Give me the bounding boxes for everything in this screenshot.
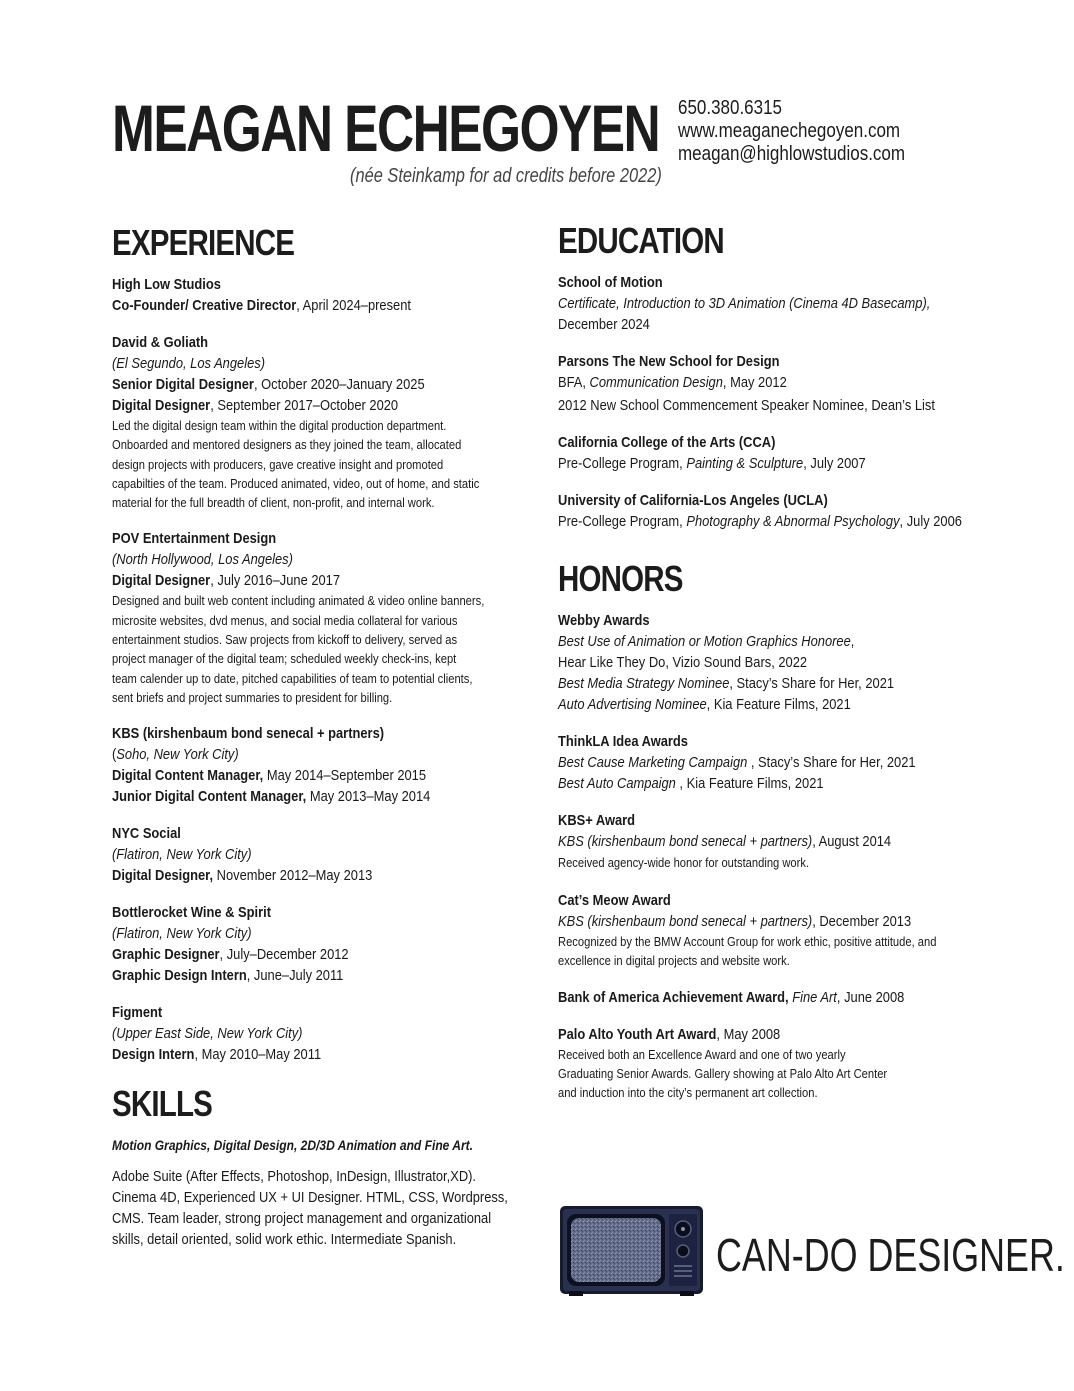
job-description-line: team calender up to date, pitched capabilities of team to potential clients, (112, 670, 473, 686)
honor-palo-alto (558, 1024, 978, 1103)
job-description-line: sent briefs and project summaries to president for billing. (112, 689, 393, 705)
edu-cca (558, 432, 978, 474)
award-field: Fine Art (788, 988, 837, 1006)
job-dates: , October 2020–January 2025 (253, 376, 425, 393)
job-description-line: capabilties of the team. Produced animated, video, out of home, and static (112, 475, 480, 491)
job-description-line: Designed and built web content including animated & video online banners, (112, 593, 485, 609)
award-date: , May 2008 (716, 1025, 781, 1043)
award-detail: , Kia Feature Films, 2021 (706, 696, 851, 713)
location-paren: ( (112, 746, 117, 764)
edu-date: December 2024 (558, 316, 650, 333)
job-title: Design Intern (112, 1046, 195, 1064)
award-date: , August 2014 (812, 833, 892, 850)
skills-heading: SKILLS (112, 1083, 213, 1125)
phone-number: 650.380.6315 (678, 97, 782, 119)
company-name: Bottlerocket Wine & Spirit (112, 904, 272, 922)
job-high-low (112, 274, 532, 316)
right-column (558, 220, 978, 1102)
job-location: (North Hollywood, Los Angeles) (112, 551, 293, 569)
job-location: Soho, New York City) (116, 746, 239, 764)
award-name: Cat’s Meow Award (558, 892, 671, 909)
award-description: Graduating Senior Awards. Gallery showing at Palo Alto Art Center (558, 1065, 888, 1081)
job-description-line: design projects with producers, gave creative insight and promoted (112, 456, 444, 472)
award-name: KBS+ Award (558, 812, 636, 829)
contact-block (678, 97, 945, 166)
job-kbs (112, 723, 532, 807)
edu-school-of-motion (558, 272, 978, 335)
job-title: Graphic Design Intern (112, 967, 247, 985)
award-name: Palo Alto Youth Art Award (558, 1025, 717, 1043)
honor-kbsplus (558, 810, 978, 874)
company-name: KBS (kirshenbaum bond senecal + partners) (112, 725, 385, 743)
award-category: Auto Advertising Nominee (558, 696, 707, 713)
skills-summary: Motion Graphics, Digital Design, 2D/3D Animation and Fine Art. (112, 1137, 474, 1154)
job-bottlerocket (112, 902, 532, 986)
award-detail: , Kia Feature Films, 2021 (675, 775, 824, 792)
job-dates: , May 2010–May 2011 (194, 1046, 322, 1064)
award-description: and induction into the city’s permanent art collection. (558, 1085, 818, 1101)
award-category: Best Use of Animation or Motion Graphics Honoree (558, 633, 851, 650)
program-name: Pre-College Program, (558, 513, 687, 530)
school-name: California College of the Arts (CCA) (558, 434, 776, 451)
award-name: Webby Awards (558, 612, 650, 629)
job-figment (112, 1002, 532, 1065)
job-nyc-social (112, 823, 532, 886)
edu-ucla (558, 490, 978, 532)
job-dates: , June–July 2011 (246, 967, 344, 985)
job-pov (112, 528, 532, 707)
award-detail: , Stacy’s Share for Her, 2021 (747, 754, 916, 771)
degree: BFA, (558, 374, 590, 391)
experience-heading: EXPERIENCE (112, 222, 295, 263)
award-detail: , Stacy’s Share for Her, 2021 (729, 675, 895, 692)
job-description-line: Led the digital design team within the digital production department. (112, 418, 447, 433)
job-description-line: project manager of the digital team; scheduled weekly check-ins, kept (112, 651, 457, 667)
award-description: excellence in digital projects and website work. (558, 953, 790, 969)
skills-line: skills, detail oriented, solid work ethic. Intermediate Spanish. (112, 1231, 457, 1249)
job-title: Senior Digital Designer (112, 376, 254, 393)
company-name: POV Entertainment Design (112, 530, 277, 548)
award-name: Bank of America Achievement Award, (558, 988, 789, 1006)
job-description-line: entertainment studios. Saw projects from kickoff to delivery, served as (112, 632, 458, 648)
award-name: ThinkLA Idea Awards (558, 733, 688, 750)
company-name: Figment (112, 1004, 163, 1022)
award-description: Recognized by the BMW Account Group for work ethic, positive attitude, and (558, 934, 937, 949)
honors-heading: HONORS (558, 558, 683, 599)
edu-date: , July 2006 (899, 513, 962, 530)
award-category: Best Media Strategy Nominee (558, 675, 730, 692)
company-name: David & Goliath (112, 334, 209, 351)
edu-parsons (558, 351, 978, 416)
focus: Painting & Sculpture (686, 455, 804, 472)
job-title: Digital Designer (112, 397, 211, 414)
job-title: Graphic Designer (112, 946, 220, 964)
email-link[interactable]: meagan@highlowstudios.com (678, 143, 906, 165)
award-org: KBS (kirshenbaum bond senecal + partners) (558, 913, 813, 930)
job-david-goliath (112, 332, 532, 512)
award-description: Received both an Excellence Award and one of two yearly (558, 1046, 846, 1062)
job-location: (El Segundo, Los Angeles) (112, 355, 265, 372)
job-dates: May 2014–September 2015 (263, 767, 427, 785)
honor-thinkla (558, 731, 978, 794)
skills-line: Adobe Suite (After Effects, Photoshop, InDesign, Illustrator,XD). (112, 1168, 477, 1186)
job-description-line: microsite websites, dvd menus, and social media collateral for various (112, 612, 458, 628)
job-title: Co-Founder/ Creative Director (112, 297, 297, 314)
job-title: Digital Content Manager, (112, 767, 264, 785)
tagline: CAN-DO DESIGNER. (716, 1229, 1065, 1281)
maiden-name-note: (née Steinkamp for ad credits before 2022) (350, 165, 662, 187)
school-name: School of Motion (558, 274, 663, 291)
award-category: Best Cause Marketing Campaign (558, 754, 748, 771)
job-dates: November 2012–May 2013 (213, 867, 373, 885)
award-punct: , (850, 633, 855, 650)
school-name: Parsons The New School for Design (558, 353, 780, 370)
honor-bank-of-america (558, 987, 978, 1008)
job-dates: , September 2017–October 2020 (210, 397, 399, 414)
edu-date: , May 2012 (722, 374, 787, 391)
award-description: Received agency-wide honor for outstanding work. (558, 855, 810, 870)
job-dates: , April 2024–present (296, 297, 411, 314)
job-title: Digital Designer (112, 572, 211, 590)
honor-webby (558, 610, 978, 715)
education-heading: EDUCATION (558, 220, 724, 261)
job-location: (Flatiron, New York City) (112, 925, 252, 943)
award-category: Best Auto Campaign (558, 775, 676, 792)
website-link[interactable]: www.meaganechegoyen.com (678, 120, 901, 142)
edu-note: 2012 New School Commencement Speaker Nominee, Dean’s List (558, 397, 935, 414)
job-dates: , July–December 2012 (219, 946, 349, 964)
resume-name: MEAGAN ECHEGOYEN (112, 91, 660, 165)
skills-line: CMS. Team leader, strong project management and organizational (112, 1210, 492, 1228)
job-description-line: material for the full breadth of client, non-profit, and internal work. (112, 495, 435, 511)
major: Communication Design (589, 374, 723, 391)
award-date: , December 2013 (812, 913, 912, 930)
job-dates: May 2013–May 2014 (306, 788, 431, 806)
job-title: Junior Digital Content Manager, (112, 788, 307, 806)
job-location: (Upper East Side, New York City) (112, 1025, 303, 1043)
retro-tv-image (559, 1205, 704, 1297)
school-name: University of California-Los Angeles (UCLA) (558, 492, 828, 509)
award-date: , June 2008 (836, 988, 905, 1006)
award-org: KBS (kirshenbaum bond senecal + partners) (558, 833, 813, 850)
left-column (112, 222, 532, 1250)
award-detail: Hear Like They Do, Vizio Sound Bars, 2022 (558, 654, 808, 671)
program-name: Certificate, Introduction to 3D Animation (Cinema 4D Basecamp), (558, 295, 931, 312)
program-name: Pre-College Program, (558, 455, 687, 472)
company-name: High Low Studios (112, 276, 221, 293)
job-dates: , July 2016–June 2017 (210, 572, 341, 590)
focus: Photography & Abnormal Psychology (686, 513, 900, 530)
job-title: Digital Designer, (112, 867, 214, 885)
job-description-line: Onboarded and mentored designers as they joined the team, allocated (112, 437, 462, 453)
job-location: (Flatiron, New York City) (112, 846, 252, 864)
edu-date: , July 2007 (803, 455, 866, 472)
company-name: NYC Social (112, 825, 181, 843)
honor-cats-meow (558, 890, 978, 971)
skills-line: Cinema 4D, Experienced UX + UI Designer. HTML, CSS, Wordpress, (112, 1189, 508, 1207)
